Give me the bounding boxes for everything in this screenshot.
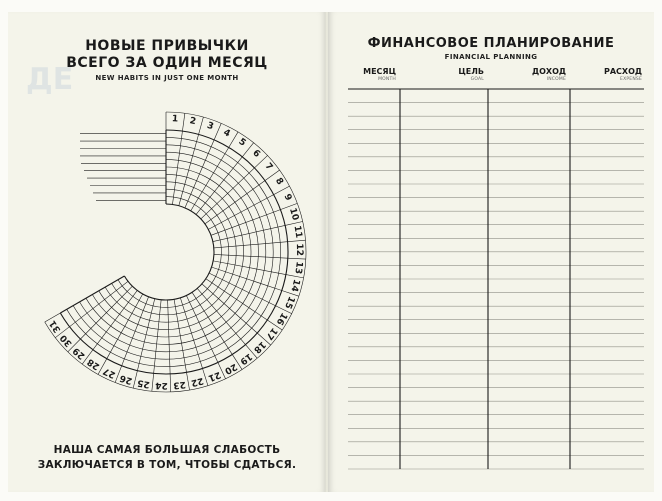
wheel-day-label: 13	[292, 260, 304, 275]
wheel-spoke	[174, 299, 186, 372]
wheel-day-label: 29	[71, 345, 88, 361]
quote-line2: ЗАКЛЮЧАЕТСЯ В ТОМ, ЧТОБЫ СДАТЬСЯ.	[37, 459, 297, 471]
wheel-day-label: 4	[221, 127, 232, 140]
col-income-header: ДОХОД INCOME	[531, 67, 566, 82]
habit-tracker-wheel	[16, 102, 316, 402]
wheel-day-label: 5	[236, 136, 248, 149]
habits-title-line1: НОВЫЕ ПРИВЫЧКИ	[85, 38, 249, 54]
wheel-day-label: 11	[291, 224, 304, 239]
habits-subtitle: NEW HABITS IN JUST ONE MONTH	[95, 74, 239, 82]
wheel-ring	[112, 189, 229, 315]
wheel-day-label: 14	[288, 278, 302, 293]
wheel-ring	[105, 182, 236, 322]
wheel-label-divider	[288, 258, 306, 259]
wheel-day-label: 3	[205, 120, 215, 133]
wheel-day-label: 26	[118, 372, 134, 386]
wheel-day-label: 25	[136, 377, 151, 390]
wheel-day-label: 8	[272, 176, 285, 187]
wheel-spoke	[80, 286, 132, 339]
habits-title-line2: ВСЕГО ЗА ОДИН МЕСЯЦ	[66, 55, 268, 71]
wheel-day-label: 12	[293, 243, 305, 257]
wheel-day-label: 7	[262, 161, 275, 173]
col-expense-header: РАСХОД EXPENSE	[603, 67, 642, 82]
finance-table	[348, 67, 644, 477]
wheel-day-label: 6	[250, 148, 262, 160]
wheel-day-label: 10	[286, 206, 301, 222]
wheel-spoke	[172, 131, 182, 204]
wheel-day-label: 15	[282, 294, 297, 311]
finance-title: ФИНАНСОВОЕ ПЛАНИРОВАНИЕ	[367, 36, 615, 51]
wheel-day-label: 1	[171, 114, 179, 125]
wheel-label-band	[45, 112, 306, 392]
wheel-ring	[86, 160, 258, 345]
col-goal-header: ЦЕЛЬ GOAL	[458, 67, 484, 82]
right-page	[328, 12, 654, 492]
wheel-day-label: 22	[189, 374, 205, 388]
wheel-label-divider	[170, 374, 171, 392]
wheel-label-divider	[288, 240, 306, 242]
wheel-day-label: 31	[47, 318, 64, 335]
wheel-spoke	[205, 181, 265, 224]
wheel-label-divider	[182, 113, 184, 131]
wheel-day-label: 2	[188, 116, 197, 128]
wheel-label-lines	[80, 134, 166, 201]
wheel-day-label: 9	[281, 192, 294, 203]
wheel-day-label: 27	[101, 365, 118, 380]
wheel-ring	[73, 145, 273, 359]
wheel-label-divider	[152, 373, 154, 391]
wheel-ring	[124, 204, 214, 300]
wheel-grid	[45, 112, 306, 392]
wheel-label-divider	[286, 275, 304, 278]
wheel-spoke	[93, 290, 137, 349]
wheel-label-divider	[133, 371, 137, 388]
wheel-spoke	[179, 134, 199, 205]
wheel-day-label: 16	[273, 310, 289, 327]
wheel-spoke	[192, 292, 232, 354]
finance-subtitle: FINANCIAL PLANNING	[444, 53, 538, 61]
wheel-day-label: 24	[155, 379, 168, 391]
wheel-spoke	[212, 267, 282, 290]
col-month-header: МЕСЯЦ MONTH	[363, 67, 396, 82]
finance-rows	[348, 89, 644, 469]
wheel-day-label: 30	[58, 332, 75, 349]
wheel-day-label: 20	[222, 360, 239, 376]
quote-line1: НАША САМАЯ БОЛЬШАЯ СЛАБОСТЬ	[53, 444, 281, 456]
wheel-day-label: 21	[206, 368, 222, 383]
wheel-ring	[118, 197, 221, 308]
wheel-day-label: 23	[172, 378, 187, 390]
finance-grid	[348, 67, 644, 477]
bleed-through: ДЕ	[26, 62, 74, 97]
wheel-label-divider	[199, 117, 204, 134]
wheel-label-divider	[214, 123, 221, 140]
wheel-ring	[60, 127, 288, 374]
wheel-day-label: 28	[85, 356, 102, 372]
wheel-spoke	[186, 295, 217, 362]
wheel-day-label: 18	[251, 338, 268, 355]
left-page	[8, 12, 326, 492]
wheel-day-label: 19	[237, 350, 254, 367]
wheel-ring	[99, 174, 244, 329]
wheel-day-label: 17	[263, 325, 279, 342]
wheel-spoke	[213, 261, 286, 275]
wheel-spoke	[209, 273, 275, 306]
wheel-ring	[67, 137, 281, 366]
